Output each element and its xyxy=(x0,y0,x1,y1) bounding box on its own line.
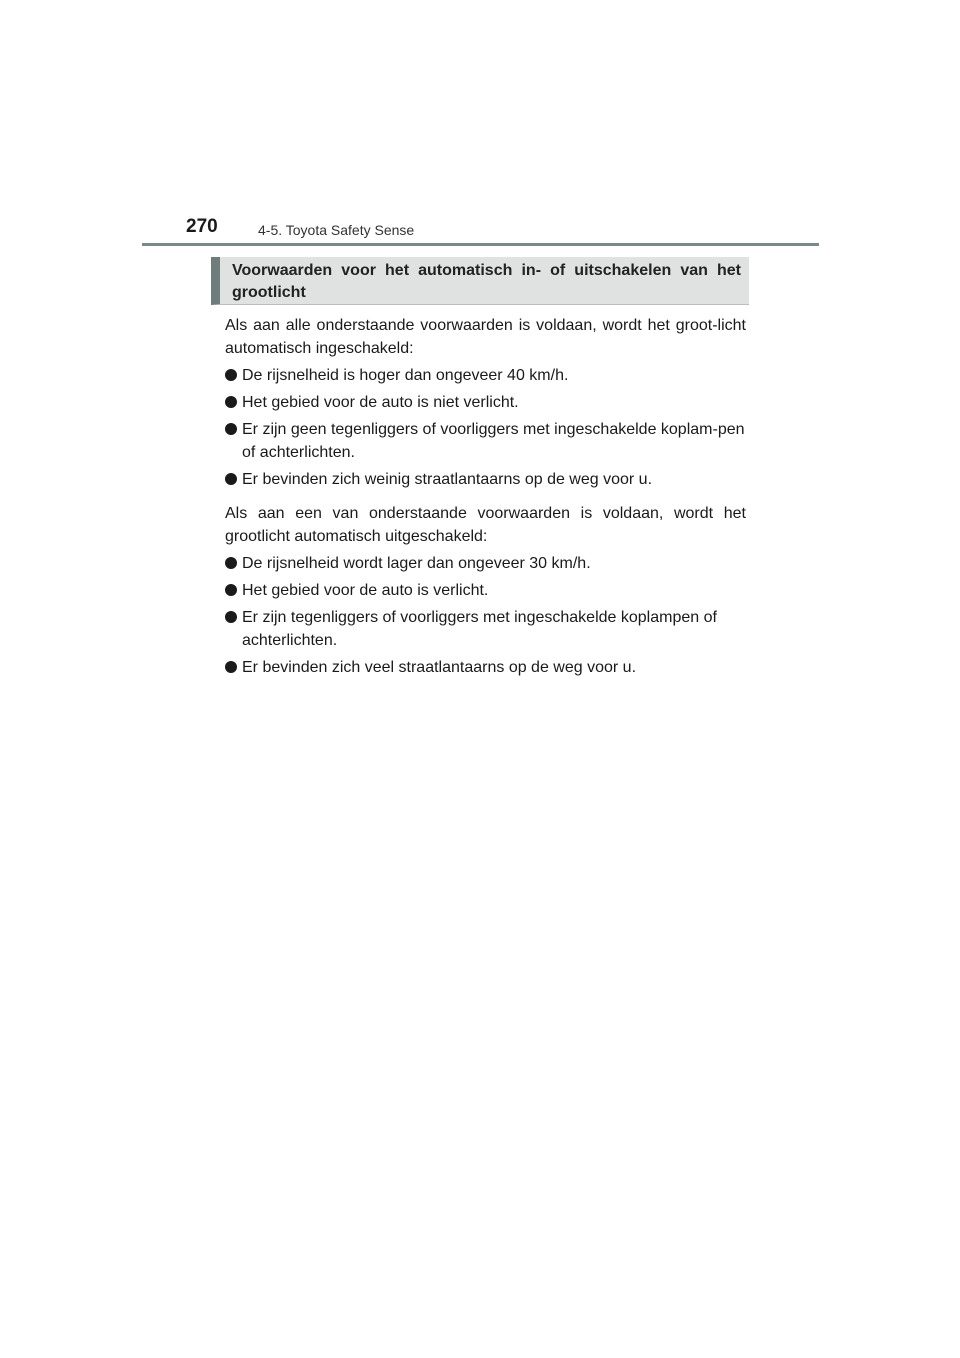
header-divider xyxy=(142,243,819,246)
bullet-icon xyxy=(225,369,237,381)
deactivation-intro: Als aan een van onderstaande voorwaarden is voldaan, wordt het grootlicht automatisch uitgeschakeld: xyxy=(225,505,746,545)
list-item-text: Het gebied voor de auto is verlicht. xyxy=(242,582,489,599)
deactivation-conditions-list xyxy=(225,552,746,679)
bullet-icon xyxy=(225,557,237,569)
list-item xyxy=(225,656,746,679)
list-item xyxy=(225,606,746,652)
bullet-icon xyxy=(225,423,237,435)
list-item xyxy=(225,418,746,464)
list-item-text: Het gebied voor de auto is niet verlicht. xyxy=(242,394,519,411)
list-item-text: De rijsnelheid is hoger dan ongeveer 40 km/h. xyxy=(242,367,569,384)
bullet-icon xyxy=(225,584,237,596)
list-item-text: Er zijn geen tegenliggers of voorliggers met ingeschakelde koplam-pen of achterlichten. xyxy=(242,421,745,461)
list-item xyxy=(225,579,746,602)
list-item xyxy=(225,468,746,491)
list-item xyxy=(225,391,746,414)
list-item-text: Er bevinden zich veel straatlantaarns op de weg voor u. xyxy=(242,659,637,676)
list-item-text: Er bevinden zich weinig straatlantaarns op de weg voor u. xyxy=(242,471,653,488)
section-heading-box xyxy=(211,257,749,305)
bullet-icon xyxy=(225,396,237,408)
section-body xyxy=(225,314,746,683)
section-heading: Voorwaarden voor het automatisch in- of uitschakelen van het grootlicht xyxy=(232,262,741,301)
activation-intro: Als aan alle onderstaande voorwaarden is voldaan, wordt het groot-licht automatisch ingeschakeld: xyxy=(225,317,746,357)
list-item-text: Er zijn tegenliggers of voorliggers met ingeschakelde koplampen of achterlichten. xyxy=(242,609,717,649)
page-number: 270 xyxy=(186,216,218,237)
list-item-text: De rijsnelheid wordt lager dan ongeveer 30 km/h. xyxy=(242,555,591,572)
bullet-icon xyxy=(225,661,237,673)
bullet-icon xyxy=(225,473,237,485)
section-title: 4-5. Toyota Safety Sense xyxy=(258,222,415,238)
list-item xyxy=(225,552,746,575)
list-item xyxy=(225,364,746,387)
activation-conditions-list xyxy=(225,364,746,491)
bullet-icon xyxy=(225,611,237,623)
